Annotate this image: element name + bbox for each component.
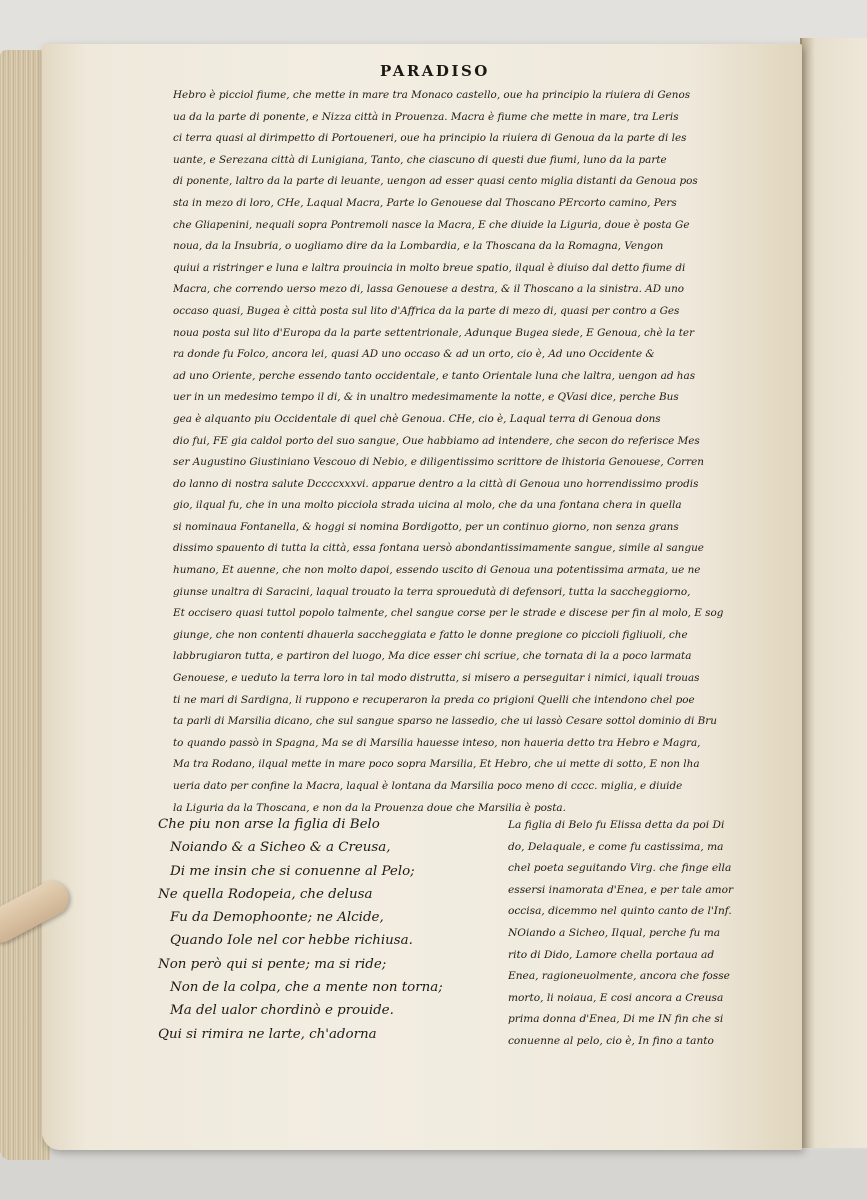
gloss-line: conuenne al pelo, cio è, In fino a tanto: [508, 1034, 714, 1047]
commentary-line: noua posta sul lito d'Europa da la parte settentrionale, Adunque Bugea siede, E Genoua, chè la ter: [173, 326, 695, 339]
commentary-block: [173, 85, 793, 819]
commentary-line: humano, Et auenne, che non molto dapoi, essendo uscito di Genoua una potentissima armata, ue ne: [173, 564, 701, 577]
gloss-line: chel poeta seguitando Virg. che finge ella: [508, 862, 732, 875]
commentary-line: labbrugiaron tutta, e partiron del luogo, Ma dice esser chi scriue, che tornata di la a poco larmata: [173, 650, 692, 663]
commentary-line: uante, e Serezana città di Lunigiana, Tanto, che ciascuno di questi due fiumi, luno da la parte: [173, 153, 667, 166]
commentary-line: dio fui, FE gia caldol porto del suo sangue, Oue habbiamo ad intendere, che secon do referisce Mes: [173, 434, 700, 447]
commentary-line: Genouese, e ueduto la terra loro in tal modo distrutta, si misero a perseguitar i nimici, iquali trouas: [173, 672, 700, 685]
commentary-line: ra donde fu Folco, ancora lei, quasi AD uno occaso & ad un orto, cio è, Ad uno Occidente &: [173, 348, 655, 361]
commentary-line: quiui a ristringer e luna e laltra prouincia in molto breue spatio, ilqual è diuiso dal detto fiume di: [173, 261, 686, 274]
commentary-line: dissimo spauento di tutta la città, essa fontana uersò abondantissimamente sangue, simile al sangue: [173, 542, 704, 555]
commentary-line: to quando passò in Spagna, Ma se di Marsilia hauesse inteso, non haueria detto tra Hebro e Magra,: [173, 736, 701, 749]
commentary-line: giunge, che non contenti dhauerla saccheggiata e fatto le donne pregione co piccioli figliuoli, che: [173, 628, 688, 641]
commentary-line: ci terra quasi al dirimpetto di Portoueneri, oue ha principio la riuiera di Genoua da la parte di les: [173, 132, 687, 145]
commentary-line: Macra, che correndo uerso mezo di, lassa Genouese a destra, & il Thoscano a la sinistra. AD uno: [173, 283, 685, 296]
commentary-line: gea è alquanto piu Occidentale di quel chè Genoua. CHe, cio è, Laqual terra di Genoua dons: [173, 412, 661, 425]
commentary-line: la Liguria da la Thoscana, e non da la Prouenza doue che Marsilia è posta.: [173, 801, 566, 814]
commentary-line: gio, ilqual fu, che in una molto picciola strada uicina al molo, che da una fontana chera in quella: [173, 499, 682, 512]
verse-line: Non de la colpa, che a mente non torna;: [170, 980, 443, 996]
commentary-line: ser Augustino Giustiniano Vescouo di Nebio, e diligentissimo scrittore de lhistoria Genouese, Corren: [173, 456, 704, 469]
gloss-line: morto, li noiaua, E cosi ancora a Creusa: [508, 991, 724, 1004]
verse-line: Quando Iole nel cor hebbe richiusa.: [170, 933, 413, 949]
verse-line: Noiando & a Sicheo & a Creusa,: [170, 840, 391, 856]
commentary-line: occaso quasi, Bugea è città posta sul lito d'Affrica da la parte di mezo di, quasi per contro a Ges: [173, 304, 680, 317]
verse-line: Qui si rimira ne larte, ch'adorna: [158, 1026, 377, 1042]
verse-line: Di me insin che si conuenne al Pelo;: [170, 863, 415, 879]
gloss-line: occisa, dicemmo nel quinto canto de l'Inf.: [508, 905, 732, 918]
verse-block: [158, 813, 478, 1046]
verse-line: Ma del ualor chordinò e prouide.: [170, 1003, 394, 1019]
commentary-line: che Gliapenini, nequali sopra Pontremoli nasce la Macra, E che diuide la Liguria, doue è posta Ge: [173, 218, 690, 231]
gloss-line: do, Delaquale, e come fu castissima, ma: [508, 840, 724, 853]
verse-line: Non però qui si pente; ma si ride;: [158, 956, 387, 972]
commentary-line: si nominaua Fontanella, & hoggi si nomina Bordigotto, per un continuo giorno, non senza grans: [173, 520, 679, 533]
gloss-line: rito di Dido, Lamore chella portaua ad: [508, 948, 715, 961]
commentary-line: noua, da la Insubria, o uogliamo dire da la Lombardia, e la Thoscana da la Romagna, Vengon: [173, 240, 664, 253]
commentary-line: Et occisero quasi tuttol popolo talmente, chel sangue corse per le strade e discese per fin al molo, E sog: [173, 607, 724, 620]
commentary-line: Hebro è picciol fiume, che mette in mare tra Monaco castello, oue ha principio la riuiera di Genos: [173, 89, 691, 101]
commentary-line: di ponente, laltro da la parte di leuante, uengon ad esser quasi cento miglia distanti da Genoua pos: [173, 175, 698, 188]
gloss-line: NOiando a Sicheo, Ilqual, perche fu ma: [508, 926, 721, 939]
commentary-line: ad uno Oriente, perche essendo tanto occidentale, e tanto Orientale luna che laltra, uengon ad has: [173, 369, 696, 382]
background-bottom: [0, 1150, 867, 1200]
commentary-line: ta parli di Marsilia dicano, che sul sangue sparso ne lassedio, che ui lassò Cesare sottol dominio di Bru: [173, 715, 717, 728]
verse-line: Fu da Demophoonte; ne Alcide,: [170, 910, 384, 926]
commentary-line: uer in un medesimo tempo il di, & in unaltro medesimamente la notte, e QVasi dice, perche Bus: [173, 391, 679, 404]
gloss-line: La figlia di Belo fu Elissa detta da poi Di: [508, 819, 725, 831]
verse-line: Ne quella Rodopeia, che delusa: [158, 886, 373, 902]
gloss-line: prima donna d'Enea, Di me IN fin che si: [508, 1013, 724, 1026]
verse-line: Che piu non arse la figlia di Belo: [158, 817, 380, 832]
commentary-line: giunse unaltra di Saracini, laqual trouato la terra sprouedutà di defensori, tutta la saccheggiorno,: [173, 585, 691, 598]
commentary-line: sta in mezo di loro, CHe, Laqual Macra, Parte lo Genouese dal Thoscano PErcorto camino, Pers: [173, 196, 677, 209]
gloss-line: essersi inamorata d'Enea, e per tale amor: [508, 883, 734, 896]
commentary-line: do lanno di nostra salute Dccccxxxvi. apparue dentro a la città di Genoua uno horrendissimo prodis: [173, 477, 699, 490]
commentary-line: Ma tra Rodano, ilqual mette in mare poco sopra Marsilia, Et Hebro, che ui mette di sotto, E non lha: [173, 758, 700, 771]
commentary-line: ti ne mari di Sardigna, li ruppono e recuperaron la preda co prigioni Quelli che intendono chel poe: [173, 693, 695, 706]
gloss-block: [508, 815, 793, 1053]
running-head: PARADISO: [380, 62, 490, 80]
facing-page-edge: [800, 38, 867, 1148]
commentary-line: ueria dato per confine la Macra, laqual è lontana da Marsilia poco meno di cccc. miglia, e diuide: [173, 780, 683, 792]
gloss-line: Enea, ragioneuolmente, ancora che fosse: [508, 970, 730, 983]
commentary-line: ua da la parte di ponente, e Nizza città in Prouenza. Macra è fiume che mette in mare, tra Leris: [173, 110, 679, 123]
